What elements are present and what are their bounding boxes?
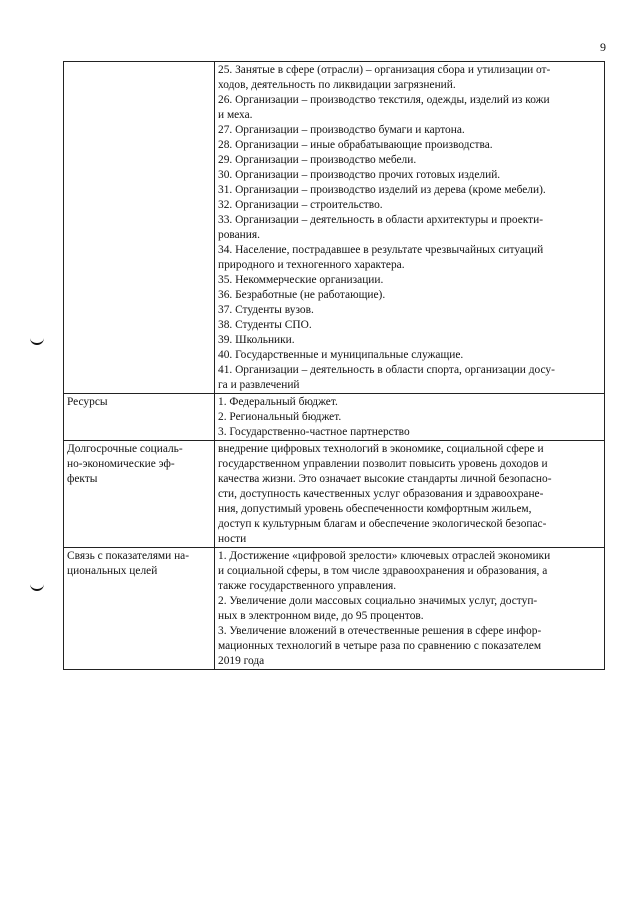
list-line: 36. Безработные (не работающие). bbox=[218, 289, 386, 301]
resources-cell bbox=[215, 394, 605, 441]
scan-punch-mark bbox=[30, 583, 44, 591]
list-line: 2019 года bbox=[218, 655, 265, 667]
text-line: доступ к культурным благам и обеспечение экологической безопас- bbox=[218, 518, 547, 530]
list-line: ных в электронном виде, до 95 процентов. bbox=[218, 610, 424, 622]
table-row bbox=[64, 548, 605, 670]
list-line: 30. Организации – производство прочих готовых изделий. bbox=[218, 169, 501, 181]
text-line: ности bbox=[218, 533, 247, 545]
list-line: 29. Организации – производство мебели. bbox=[218, 154, 417, 166]
text-line: сти, доступность качественных услуг образования и здравоохране- bbox=[218, 488, 544, 500]
text-line: государственном управлении позволит повысить уровень доходов и bbox=[218, 458, 548, 470]
list-line: 26. Организации – производство текстиля, одежды, изделий из кожи bbox=[218, 94, 550, 106]
list-line: 2. Региональный бюджет. bbox=[218, 411, 342, 423]
list-line: 1. Достижение «цифровой зрелости» ключевых отраслей экономики bbox=[218, 550, 551, 562]
list-line: и социальной сферы, в том числе здравоохранения и образования, а bbox=[218, 565, 548, 577]
target-groups-cell bbox=[215, 62, 605, 394]
list-line: ходов, деятельность по ликвидации загрязнений. bbox=[218, 79, 456, 91]
list-line: 3. Государственно-частное партнерство bbox=[218, 426, 410, 438]
list-line: природного и техногенного характера. bbox=[218, 259, 405, 271]
long-term-effects-cell bbox=[215, 441, 605, 548]
list-line: 28. Организации – иные обрабатывающие производства. bbox=[218, 139, 493, 151]
text-line: внедрение цифровых технологий в экономике, социальной сфере и bbox=[218, 443, 544, 455]
row-label-cell bbox=[64, 548, 215, 670]
list-line: 1. Федеральный бюджет. bbox=[218, 396, 338, 408]
list-line: 2. Увеличение доли массовых социально значимых услуг, доступ- bbox=[218, 595, 538, 607]
row-label-cell bbox=[64, 62, 215, 394]
list-line: 41. Организации – деятельность в области спорта, организации досу- bbox=[218, 364, 555, 376]
national-goals-cell bbox=[215, 548, 605, 670]
list-line: 31. Организации – производство изделий из дерева (кроме мебели). bbox=[218, 184, 546, 196]
scan-punch-mark bbox=[30, 337, 44, 345]
list-line: 27. Организации – производство бумаги и картона. bbox=[218, 124, 465, 136]
list-line: мационных технологий в четыре раза по сравнению с показателем bbox=[218, 640, 542, 652]
table-row bbox=[64, 394, 605, 441]
table-row bbox=[64, 441, 605, 548]
list-line: 33. Организации – деятельность в области архитектуры и проекти- bbox=[218, 214, 544, 226]
row-label-line: фекты bbox=[67, 473, 98, 485]
list-line: 3. Увеличение вложений в отечественные решения в сфере инфор- bbox=[218, 625, 542, 637]
row-label-cell bbox=[64, 441, 215, 548]
list-line: также государственного управления. bbox=[218, 580, 397, 592]
passport-table bbox=[63, 61, 605, 670]
list-line: 40. Государственные и муниципальные служащие. bbox=[218, 349, 464, 361]
list-line: 38. Студенты СПО. bbox=[218, 319, 312, 331]
list-line: 35. Некоммерческие организации. bbox=[218, 274, 384, 286]
list-line: рования. bbox=[218, 229, 260, 241]
page-number: 9 bbox=[600, 40, 606, 54]
list-line: и меха. bbox=[218, 109, 253, 121]
table-row bbox=[64, 62, 605, 394]
list-line: 34. Население, пострадавшее в результате чрезвычайных ситуаций bbox=[218, 244, 544, 256]
text-line: качества жизни. Это означает высокие стандарты личной безопасно- bbox=[218, 473, 552, 485]
row-label: Ресурсы bbox=[67, 396, 108, 408]
row-label-cell bbox=[64, 394, 215, 441]
row-label-line: циональных целей bbox=[67, 565, 158, 577]
row-label-line: Связь с показателями на- bbox=[67, 550, 190, 562]
list-line: 32. Организации – строительство. bbox=[218, 199, 383, 211]
list-line: 37. Студенты вузов. bbox=[218, 304, 314, 316]
row-label-line: но-экономические эф- bbox=[67, 458, 175, 470]
text-line: ния, допустимый уровень обеспеченности комфортным жильем, bbox=[218, 503, 532, 515]
list-line: 25. Занятые в сфере (отрасли) – организация сбора и утилизации от- bbox=[218, 64, 551, 76]
list-line: га и развлечений bbox=[218, 379, 300, 391]
row-label-line: Долгосрочные социаль- bbox=[67, 443, 183, 455]
list-line: 39. Школьники. bbox=[218, 334, 295, 346]
